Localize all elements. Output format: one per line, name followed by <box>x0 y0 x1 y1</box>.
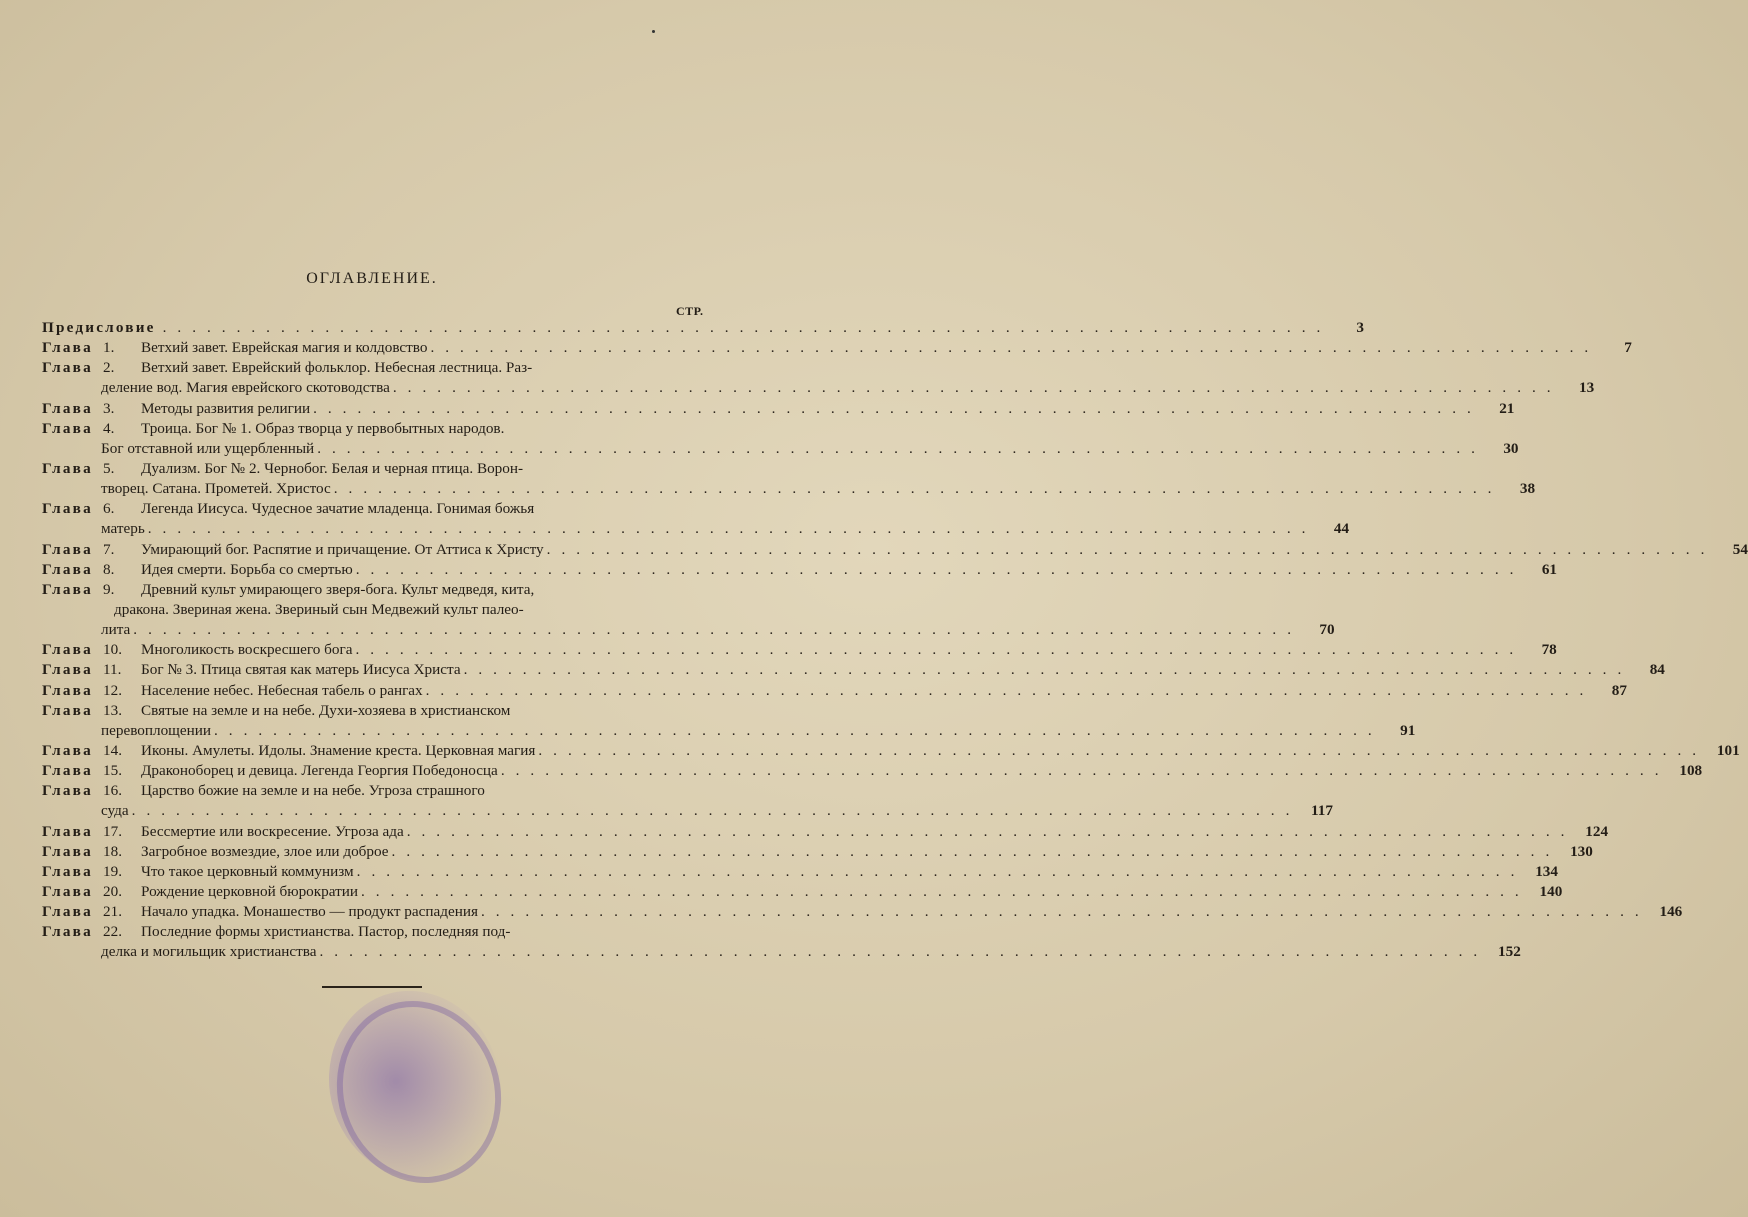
toc-leader-dots <box>481 902 1642 922</box>
toc-chapter-title: лита <box>101 621 131 639</box>
toc-entry <box>42 419 1519 459</box>
toc-chapter-number: 6. <box>103 500 115 518</box>
toc-page-number: 108 <box>1679 762 1703 780</box>
toc-entry <box>42 318 1364 338</box>
toc-leader-dots <box>547 540 1708 560</box>
toc-chapter-word: Глава <box>42 459 93 477</box>
toc-line <box>42 338 1632 358</box>
toc-chapter-title: Начало упадка. Монашество — продукт распадения <box>141 903 478 921</box>
toc-chapter-title: перевоплощении <box>101 721 211 739</box>
toc-chapter-word: Глава <box>42 741 93 759</box>
toc-chapter-word: Глава <box>42 339 93 357</box>
toc-chapter-title: творец. Сатана. Прометей. Христос <box>101 480 331 498</box>
toc-chapter-word: Глава <box>42 661 93 679</box>
page-speck <box>652 30 655 33</box>
toc-entry <box>42 459 1536 499</box>
toc-chapter-title: делка и могильщик христианства <box>101 943 317 961</box>
toc-line <box>42 580 708 600</box>
toc-line <box>42 822 1609 842</box>
toc-line <box>42 721 1416 741</box>
toc-chapter-title: Население небес. Небесная табель о рангах <box>141 681 423 699</box>
toc-entry <box>42 660 1665 680</box>
toc-page-number: 7 <box>1624 339 1632 357</box>
toc-page-number: 101 <box>1716 741 1740 759</box>
toc-line <box>42 358 708 378</box>
toc-chapter-word: Глава <box>42 681 93 699</box>
toc-leader-dots <box>538 741 1699 761</box>
toc-chapter-number: 18. <box>103 842 122 860</box>
toc-chapter-number: 7. <box>103 540 115 558</box>
toc-leader-dots <box>317 439 1478 459</box>
toc-entry <box>42 902 1683 922</box>
toc-chapter-title: дракона. Звериная жена. Звериный сын Медвежий культ палео- <box>114 600 524 618</box>
toc-chapter-title: Идея смерти. Борьба со смертью <box>141 560 353 578</box>
toc-page-number: 78 <box>1541 641 1557 659</box>
toc-chapter-number: 12. <box>103 681 122 699</box>
toc-entry <box>42 701 1416 741</box>
toc-line <box>42 862 1558 882</box>
toc-page-number: 152 <box>1498 943 1521 961</box>
toc-page-number: 134 <box>1535 862 1558 880</box>
toc-page-number: 140 <box>1539 882 1563 900</box>
toc-entry <box>42 358 1595 398</box>
toc-chapter-word: Глава <box>42 762 93 780</box>
toc-page-number: 70 <box>1319 621 1335 639</box>
toc-leader-dots <box>464 660 1625 680</box>
toc-entry <box>42 540 1748 560</box>
toc-line <box>42 419 708 439</box>
table-of-contents <box>42 318 1748 963</box>
toc-leader-dots <box>430 338 1591 358</box>
toc-line <box>42 540 1748 560</box>
toc-page-number: 124 <box>1585 822 1609 840</box>
toc-page-number: 117 <box>1311 802 1333 820</box>
toc-entry <box>42 681 1627 701</box>
toc-chapter-number: 5. <box>103 459 115 477</box>
toc-page-number: 44 <box>1333 520 1350 538</box>
toc-chapter-number: 13. <box>103 701 122 719</box>
toc-page-number: 13 <box>1579 379 1595 397</box>
toc-entry <box>42 741 1740 761</box>
toc-chapter-word: Глава <box>42 782 93 800</box>
toc-chapter-word: Глава <box>42 580 93 598</box>
toc-chapter-number: 15. <box>103 762 122 780</box>
toc-chapter-title: Древний культ умирающего зверя-бога. Культ медведя, кита, <box>141 580 535 598</box>
toc-line <box>42 600 708 620</box>
toc-entry <box>42 399 1515 419</box>
toc-leader-dots <box>163 318 1324 338</box>
toc-line <box>42 902 1683 922</box>
toc-line <box>42 459 708 479</box>
toc-entry <box>42 862 1558 882</box>
toc-chapter-title: Троица. Бог № 1. Образ творца у первобытных народов. <box>141 419 505 437</box>
toc-chapter-title: суда <box>101 802 129 820</box>
toc-line <box>42 318 1364 338</box>
toc-line <box>42 842 1593 862</box>
toc-leader-dots <box>313 399 1474 419</box>
toc-chapter-title: Дуализм. Бог № 2. Чернобог. Белая и черная птица. Ворон- <box>141 459 524 477</box>
separator-rule <box>322 986 422 988</box>
toc-chapter-number: 16. <box>103 782 122 800</box>
toc-entry <box>42 499 1350 539</box>
toc-line <box>42 640 1557 660</box>
toc-page-number: 87 <box>1611 681 1627 699</box>
toc-chapter-word: Глава <box>42 882 93 900</box>
toc-line <box>42 479 1536 499</box>
toc-leader-dots <box>214 721 1375 741</box>
toc-chapter-number: 17. <box>103 822 122 840</box>
toc-line <box>42 519 1350 539</box>
toc-chapter-title: Святые на земле и на небе. Духи-хозяева в христианском <box>141 701 511 719</box>
toc-chapter-number: 4. <box>103 419 115 437</box>
toc-chapter-title: Умирающий бог. Распятие и причащение. От Аттиса к Христу <box>141 540 544 558</box>
toc-leader-dots <box>356 560 1517 580</box>
toc-leader-dots <box>132 801 1293 821</box>
toc-chapter-word: Глава <box>42 399 93 417</box>
page-title: ОГЛАВЛЕНИЕ. <box>306 270 438 287</box>
toc-page-number: 54 <box>1732 540 1748 558</box>
toc-chapter-word: Глава <box>42 419 93 437</box>
toc-entry <box>42 882 1563 902</box>
toc-chapter-word: Глава <box>42 903 93 921</box>
toc-chapter-title: Последние формы христианства. Пастор, последняя под- <box>141 923 511 941</box>
toc-chapter-number: 19. <box>103 862 122 880</box>
toc-chapter-title: матерь <box>101 520 145 538</box>
toc-chapter-title: Легенда Иисуса. Чудесное зачатие младенца. Гонимая божья <box>141 500 535 518</box>
toc-chapter-title: Иконы. Амулеты. Идолы. Знамение креста. Церковная магия <box>141 741 536 759</box>
toc-chapter-title: Царство божие на земле и на небе. Угроза страшного <box>141 782 485 800</box>
toc-chapter-title: Драконоборец и девица. Легенда Георгия Победоносца <box>141 762 498 780</box>
toc-line <box>42 701 708 721</box>
toc-leader-dots <box>148 519 1309 539</box>
toc-line <box>42 942 1521 962</box>
toc-leader-dots <box>361 882 1522 902</box>
toc-chapter-word: Глава <box>42 862 93 880</box>
toc-leader-dots <box>392 842 1553 862</box>
toc-entry <box>42 640 1557 660</box>
toc-entry <box>42 842 1593 862</box>
toc-chapter-word: Глава <box>42 359 93 377</box>
toc-page-number: 146 <box>1659 903 1683 921</box>
toc-leader-dots <box>426 681 1587 701</box>
toc-page-number: 91 <box>1400 721 1416 739</box>
toc-line <box>42 801 1333 821</box>
toc-line <box>42 741 1740 761</box>
toc-leader-dots <box>334 479 1495 499</box>
toc-line <box>42 378 1595 398</box>
toc-chapter-title: Методы развития религии <box>141 399 311 417</box>
toc-preface-label: Предисловие <box>42 319 156 336</box>
toc-chapter-number: 22. <box>103 923 122 941</box>
toc-chapter-number: 20. <box>103 882 122 900</box>
toc-line <box>42 781 708 801</box>
toc-page-number: 3 <box>1356 319 1364 336</box>
toc-chapter-title: Бессмертие или воскресение. Угроза ада <box>141 822 404 840</box>
toc-line <box>42 660 1665 680</box>
toc-chapter-word: Глава <box>42 641 93 659</box>
toc-page-number: 84 <box>1649 661 1665 679</box>
page-column-label: СТР. <box>676 304 704 318</box>
toc-line <box>42 499 708 519</box>
toc-leader-dots <box>133 620 1294 640</box>
toc-chapter-number: 8. <box>103 560 115 578</box>
library-stamp-ring <box>314 979 525 1204</box>
toc-chapter-title: Бог № 3. Птица святая как матерь Иисуса Христа <box>141 661 461 679</box>
toc-leader-dots <box>320 942 1481 962</box>
toc-page-number: 38 <box>1519 480 1536 498</box>
toc-chapter-title: Ветхий завет. Еврейская магия и колдовство <box>141 339 428 357</box>
toc-chapter-number: 11. <box>103 661 122 679</box>
toc-line <box>42 922 708 942</box>
toc-entry <box>42 922 1521 962</box>
toc-chapter-title: Что такое церковный коммунизм <box>141 862 354 880</box>
toc-leader-dots <box>501 761 1662 781</box>
toc-line <box>42 439 1519 459</box>
toc-chapter-title: Ветхий завет. Еврейский фольклор. Небесная лестница. Раз- <box>141 359 533 377</box>
toc-entry <box>42 580 1335 640</box>
toc-chapter-number: 3. <box>103 399 115 417</box>
toc-line <box>42 882 1563 902</box>
toc-entry <box>42 560 1558 580</box>
toc-entry <box>42 338 1632 358</box>
toc-chapter-number: 1. <box>103 339 115 357</box>
toc-chapter-word: Глава <box>42 923 93 941</box>
toc-line <box>42 560 1558 580</box>
toc-page-number: 61 <box>1541 560 1558 578</box>
toc-chapter-word: Глава <box>42 500 93 518</box>
toc-chapter-title: деление вод. Магия еврейского скотоводства <box>101 379 390 397</box>
toc-chapter-number: 2. <box>103 359 115 377</box>
toc-chapter-number: 14. <box>103 741 122 759</box>
toc-chapter-title: Многоликость воскресшего бога <box>141 641 353 659</box>
toc-chapter-word: Глава <box>42 822 93 840</box>
toc-chapter-word: Глава <box>42 842 93 860</box>
toc-chapter-word: Глава <box>42 701 93 719</box>
toc-page-number: 130 <box>1570 842 1593 860</box>
toc-chapter-number: 9. <box>103 580 115 598</box>
toc-leader-dots <box>407 822 1568 842</box>
toc-chapter-number: 21. <box>103 903 122 921</box>
toc-line <box>42 620 1335 640</box>
toc-chapter-number: 10. <box>103 641 122 659</box>
toc-line <box>42 399 1515 419</box>
toc-chapter-word: Глава <box>42 560 93 578</box>
toc-chapter-word: Глава <box>42 540 93 558</box>
toc-page-number: 30 <box>1503 439 1519 457</box>
toc-entry <box>42 781 1333 821</box>
toc-line <box>42 761 1703 781</box>
toc-leader-dots <box>355 640 1516 660</box>
toc-leader-dots <box>393 378 1554 398</box>
toc-entry <box>42 822 1609 842</box>
toc-chapter-title: Бог отставной или ущербленный <box>101 439 315 457</box>
toc-line <box>42 681 1627 701</box>
toc-chapter-title: Загробное возмездие, злое или доброе <box>141 842 389 860</box>
toc-page-number: 21 <box>1499 399 1515 417</box>
toc-entry <box>42 761 1703 781</box>
toc-leader-dots <box>357 862 1518 882</box>
toc-chapter-title: Рождение церковной бюрократии <box>141 882 358 900</box>
